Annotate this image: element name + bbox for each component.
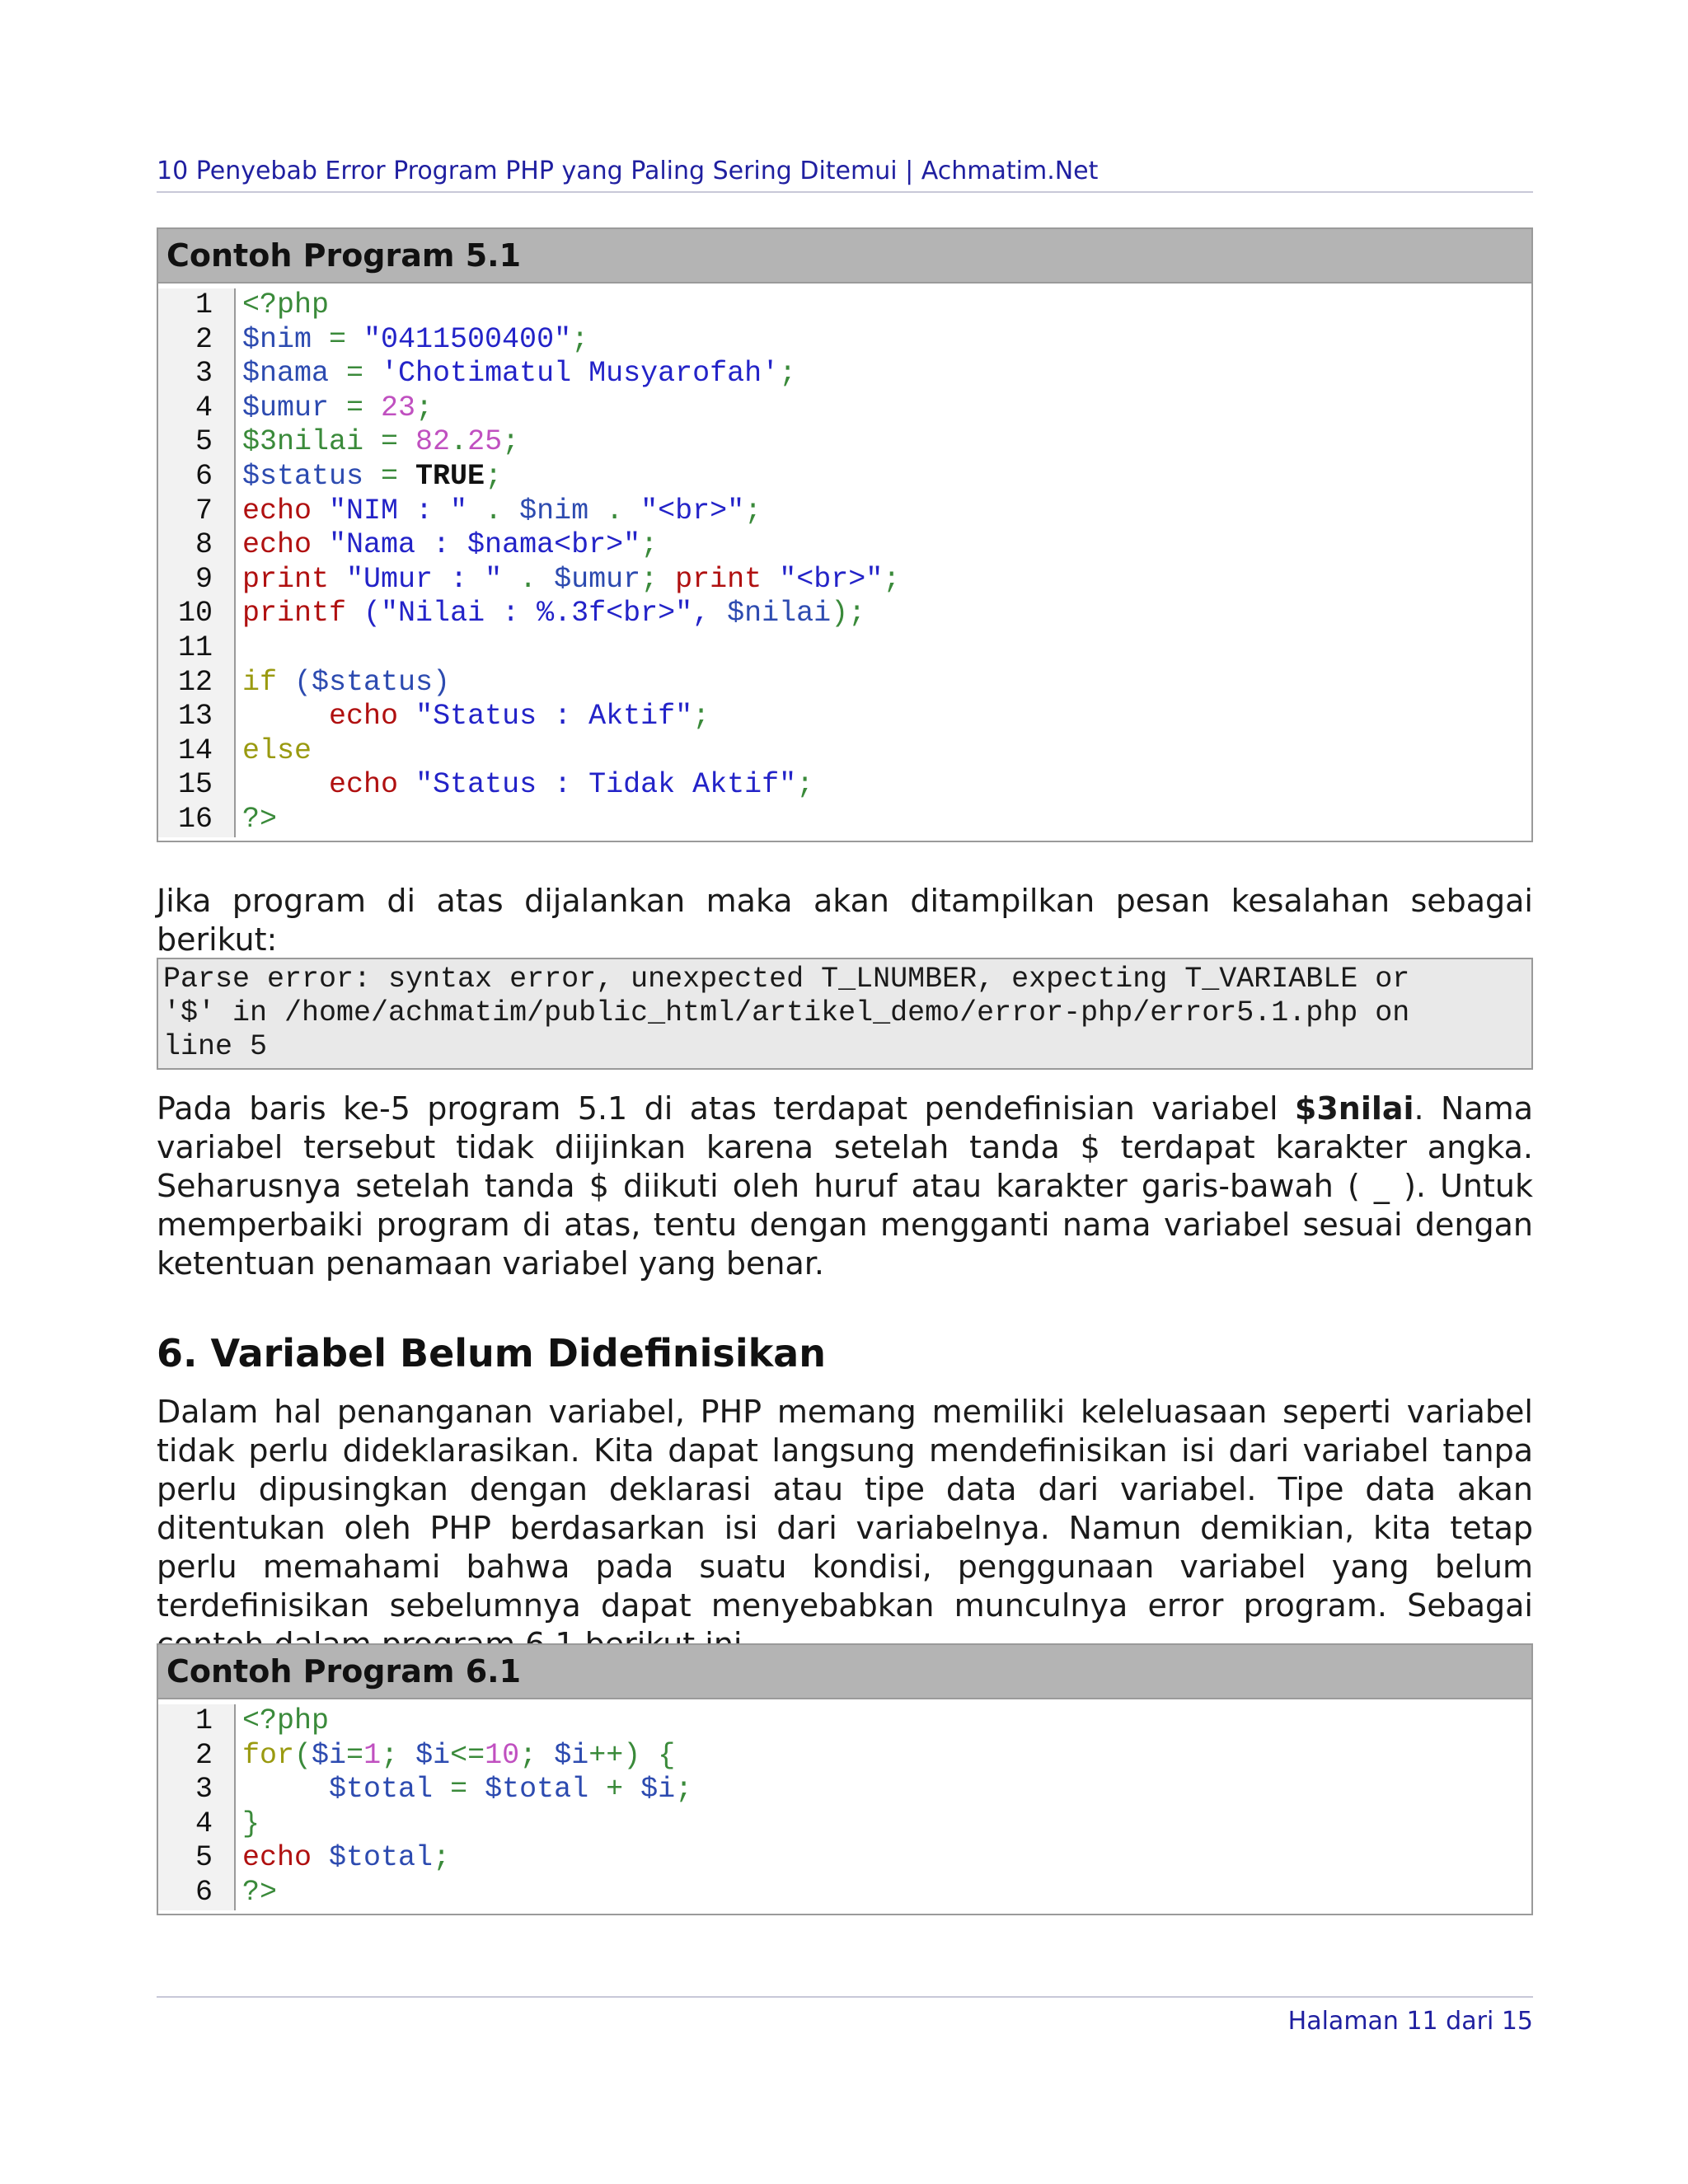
code-token: echo xyxy=(242,528,312,562)
code-line xyxy=(242,323,900,358)
line-number: 4 xyxy=(195,391,213,424)
code-token: "Status : Tidak Aktif" xyxy=(415,768,797,802)
code-line xyxy=(242,631,900,666)
line-number: 3 xyxy=(195,357,213,391)
code-token: printf xyxy=(242,597,347,630)
line-number: 6 xyxy=(195,1875,213,1909)
code-token xyxy=(242,700,329,733)
code-token xyxy=(398,768,415,801)
line-number: 1 xyxy=(195,288,213,321)
line-number: 2 xyxy=(195,1738,213,1772)
code-token: 25 xyxy=(467,425,503,459)
intro-paragraph: Jika program di atas dijalankan maka akan ditampilkan pesan kesalahan sebagai berikut: xyxy=(157,883,1533,958)
line-number-gutter xyxy=(158,288,236,837)
code-token: "Nama : $nama<br>" xyxy=(329,528,641,562)
code-line xyxy=(242,288,900,323)
line-number: 8 xyxy=(195,528,213,562)
code-token: . xyxy=(467,494,520,527)
code-token: ; xyxy=(883,562,901,596)
line-number: 11 xyxy=(177,630,213,664)
code-token: = xyxy=(363,459,416,493)
code-token: . xyxy=(502,562,555,596)
line-number: 15 xyxy=(177,768,213,802)
code-token xyxy=(537,1739,554,1772)
code-token: ; xyxy=(485,459,503,493)
error-output-box xyxy=(157,958,1533,1070)
highlighted-variable: $3nilai xyxy=(1294,1090,1414,1127)
code-line xyxy=(242,1807,692,1842)
code-token: ; xyxy=(692,700,710,733)
code-token: ; xyxy=(415,391,434,424)
code-line xyxy=(242,666,900,701)
code-token xyxy=(658,563,675,596)
code-line xyxy=(242,563,900,598)
code-token: "<br>" xyxy=(779,562,884,596)
code-token: ?> xyxy=(242,1875,278,1909)
line-number: 4 xyxy=(195,1807,213,1840)
code-token: + xyxy=(588,1773,641,1807)
code-token: $nama xyxy=(242,357,330,391)
code-token xyxy=(312,1841,329,1874)
page-header xyxy=(157,153,1533,193)
code-token: ); xyxy=(831,597,866,630)
explanation-paragraph: Pada baris ke-5 program 5.1 di atas terdapat pendefinisian variabel $3nilai. Nama variabel tersebut tidak diijinkan karena setelah tanda $ terdapat karakter angka. Seharusnya setelah tanda $ diikuti oleh huruf atau karakter garis-bawah ( _ ). Untuk memperbaiki program di atas, tentu dengan mengganti nama variabel sesuai dengan ketentuan penamaan variabel yang benar. xyxy=(157,1090,1533,1282)
code-block-program-5-1 xyxy=(157,227,1533,842)
code-line xyxy=(242,494,900,529)
code-token: "<br>" xyxy=(640,494,745,527)
code-block-title: Contoh Program 5.1 xyxy=(158,229,1531,284)
code-token: = xyxy=(433,1773,485,1807)
code-line xyxy=(242,768,900,803)
line-number: 10 xyxy=(177,597,213,630)
code-block-title: Contoh Program 6.1 xyxy=(158,1645,1531,1699)
code-token: echo xyxy=(242,1841,312,1875)
code-token: . xyxy=(588,494,641,527)
code-line xyxy=(242,1876,692,1910)
code-token: = xyxy=(329,391,382,424)
code-token: $umur xyxy=(554,562,641,596)
code-token: "Umur : " xyxy=(346,562,503,596)
code-token xyxy=(312,494,329,527)
code-line xyxy=(242,391,900,426)
code-token: 1 xyxy=(363,1738,382,1772)
code-line xyxy=(242,357,900,391)
code-token: ; xyxy=(779,357,797,391)
code-token: ; xyxy=(796,768,814,802)
code-token xyxy=(762,563,779,596)
code-token: $i xyxy=(312,1738,347,1772)
line-number: 16 xyxy=(177,802,213,836)
header-title: 10 Penyebab Error Program PHP yang Paling Sering Ditemui | Achmatim.Net xyxy=(157,157,1099,185)
code-token: = xyxy=(363,425,416,459)
code-token xyxy=(329,563,346,596)
code-token: $total xyxy=(329,1841,434,1875)
code-token: $nim xyxy=(242,322,312,356)
line-number: 7 xyxy=(195,494,213,527)
error-line: Parse error: syntax error, unexpected T_LNUMBER, expecting T_VARIABLE or xyxy=(163,963,1410,996)
code-token: for xyxy=(242,1738,295,1772)
code-token xyxy=(398,1739,415,1772)
code-line xyxy=(242,803,900,837)
code-token xyxy=(346,597,363,630)
code-token: ; xyxy=(381,1738,399,1772)
line-number: 2 xyxy=(195,322,213,356)
code-line xyxy=(242,425,900,460)
code-token: $total xyxy=(329,1773,434,1807)
code-token: $nim xyxy=(519,494,589,527)
code-token: } xyxy=(242,1807,260,1840)
code-token: ; xyxy=(519,1738,537,1772)
code-token: $i xyxy=(640,1773,676,1807)
code-line xyxy=(242,1841,692,1876)
code-token xyxy=(242,1773,329,1806)
line-number: 6 xyxy=(195,459,213,493)
section-paragraph: Dalam hal penanganan variabel, PHP memang memiliki keleluasaan seperti variabel tidak perlu dideklarasikan. Kita dapat langsung mendefinisikan isi dari variabel tanpa perlu dipusingkan dengan deklarasi atau tipe data dari variabel. Tipe data akan ditentukan oleh PHP berdasarkan isi dari variabelnya. Namun demikian, kita tetap perlu memahami bahwa pada suatu kondisi, penggunaan variabel yang belum terdefinisikan sebelumnya dapat menyebabkan munculnya error program. Sebagai xyxy=(157,1394,1533,1624)
code-token: . xyxy=(450,425,468,459)
code-token: print xyxy=(675,562,762,596)
line-number: 9 xyxy=(195,562,213,596)
code-token: 'Chotimatul Musyarofah' xyxy=(381,357,780,391)
code-token: ; xyxy=(744,494,762,527)
code-token: ; xyxy=(433,1841,451,1875)
code-token: $i xyxy=(554,1738,589,1772)
code-token: ; xyxy=(675,1773,693,1807)
code-token: ++ xyxy=(588,1738,624,1772)
code-token: = xyxy=(329,357,382,391)
line-number: 3 xyxy=(195,1773,213,1807)
code-line xyxy=(242,1704,692,1739)
code-token: $nilai xyxy=(727,597,832,630)
code-token: "Status : Aktif" xyxy=(415,700,693,733)
code-token: <= xyxy=(450,1738,485,1772)
code-line xyxy=(242,1773,692,1807)
page-footer xyxy=(157,1996,1533,2039)
code-token: print xyxy=(242,562,330,596)
code-token: echo xyxy=(242,494,312,527)
code-token: else xyxy=(242,733,312,767)
code-token: TRUE xyxy=(415,459,485,493)
section-heading: 6. Variabel Belum Didefinisikan xyxy=(157,1331,826,1376)
code-token: ?> xyxy=(242,802,278,836)
code-token: <?php xyxy=(242,288,330,321)
code-token: = xyxy=(346,1738,364,1772)
code-token: ($status) xyxy=(294,665,451,699)
line-number: 5 xyxy=(195,1841,213,1875)
code-token: ( xyxy=(294,1738,312,1772)
code-token: ("Nilai : %.3f<br>", xyxy=(363,597,728,630)
code-token: 10 xyxy=(485,1738,520,1772)
code-token: echo xyxy=(329,768,399,802)
line-number: 1 xyxy=(195,1704,213,1737)
line-number: 12 xyxy=(177,665,213,699)
code-token: $status xyxy=(242,459,364,493)
line-number-gutter xyxy=(158,1704,236,1910)
page-number: Halaman 11 dari 15 xyxy=(1287,2007,1533,2036)
code-token: ; xyxy=(640,562,659,596)
code-token: 82 xyxy=(415,425,451,459)
code-token: $total xyxy=(485,1773,589,1807)
code-token: ; xyxy=(502,425,520,459)
line-number: 13 xyxy=(177,700,213,733)
code-token: if xyxy=(242,665,278,699)
code-line xyxy=(242,460,900,494)
code-lines xyxy=(236,288,900,837)
code-token: ) { xyxy=(623,1738,676,1772)
code-token: <?php xyxy=(242,1704,330,1737)
code-token: ; xyxy=(571,322,589,356)
line-number: 14 xyxy=(177,733,213,767)
code-token: = xyxy=(312,322,364,356)
code-lines xyxy=(236,1704,692,1910)
code-token: $3nilai xyxy=(242,425,364,459)
error-line: '$' in /home/achmatim/public_html/artikel_demo/error-php/error5.1.php on xyxy=(163,996,1410,1029)
code-token xyxy=(277,666,294,699)
code-token: ; xyxy=(640,528,659,562)
code-token: "0411500400" xyxy=(363,322,572,356)
code-block-program-6-1 xyxy=(157,1643,1533,1915)
code-line xyxy=(242,528,900,563)
code-line xyxy=(242,734,900,769)
code-line xyxy=(242,1739,692,1774)
code-token: $i xyxy=(415,1738,451,1772)
code-token: 23 xyxy=(381,391,416,424)
code-token xyxy=(398,700,415,733)
code-token: "NIM : " xyxy=(329,494,468,527)
code-line xyxy=(242,597,900,631)
error-line: line 5 xyxy=(163,1030,268,1063)
code-token: echo xyxy=(329,700,399,733)
code-token: $umur xyxy=(242,391,330,424)
code-token xyxy=(312,528,329,561)
line-number: 5 xyxy=(195,425,213,459)
code-token xyxy=(242,768,329,801)
code-line xyxy=(242,700,900,734)
